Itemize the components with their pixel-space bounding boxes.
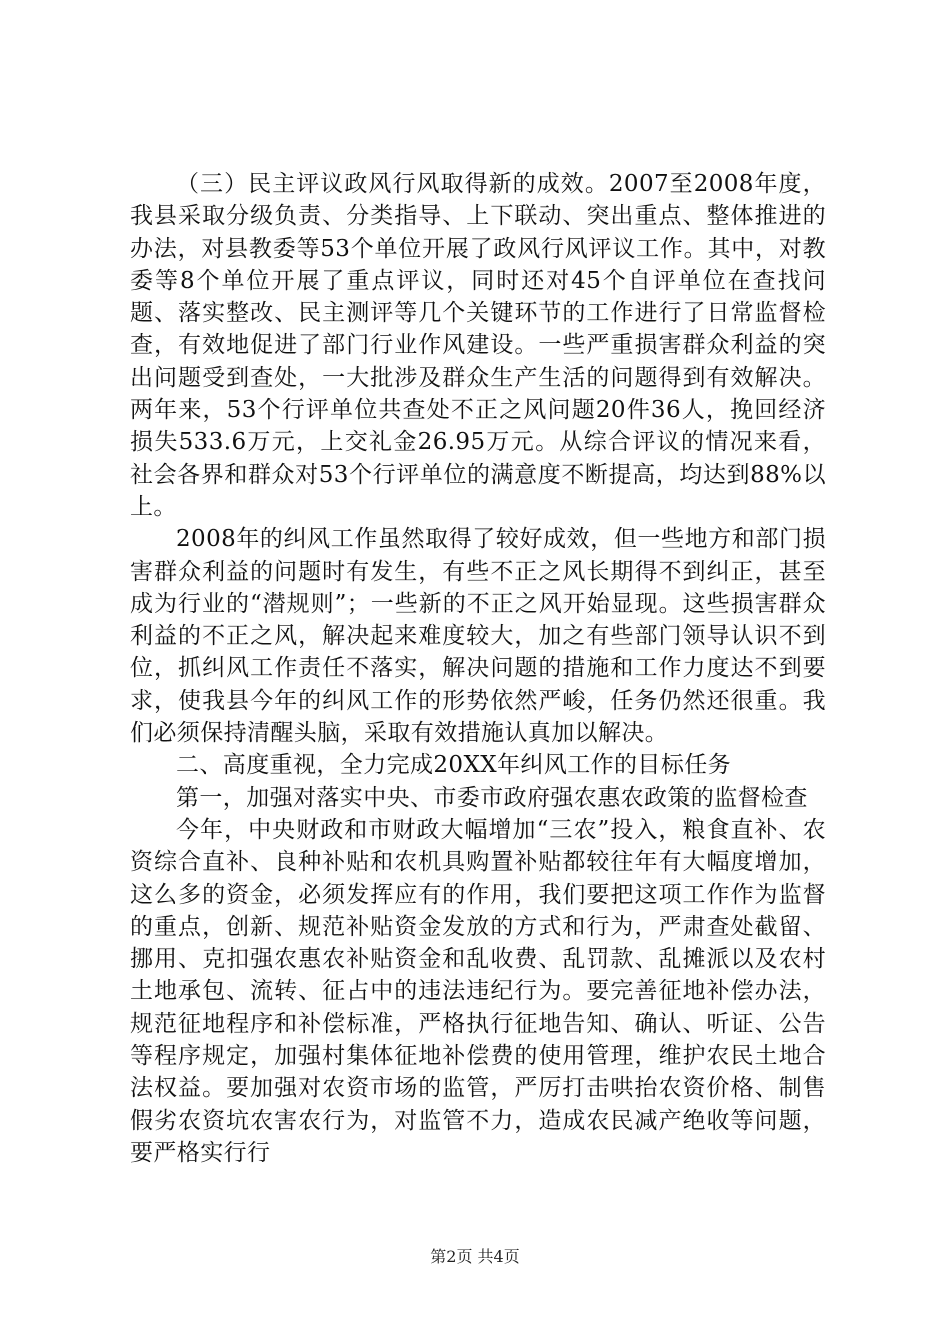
- page-footer: 第2页 共4页: [430, 1247, 520, 1266]
- paragraph-achievements: （三）民主评议政风行风取得新的成效。2007至2008年度，我县采取分级负责、分类指导、上下联动、突出重点、整体推进的办法，对县教委等53个单位开展了政风行风评议工作。其中，对教委等8个单位开展了重点评议，同时还对45个自评单位在查找问题、落实整改、民主测评等几个关键环节的工作进行了日常监督检查，有效地促进了部门行业作风建设。一些严重损害群众利益的突出问题受到查处，一大批涉及群众生产生活的问题得到有效解决。两年来，53个行评单位共查处不正之风问题20件36人，挽回经济损失533.6万元，上交礼金26.95万元。从综合评议的情况来看，社会各界和群众对53个行评单位的满意度不断提高，均达到88%以上。: [130, 171, 826, 520]
- paragraph-problems: 2008年的纠风工作虽然取得了较好成效，但一些地方和部门损害群众利益的问题时有发生，有些不正之风长期得不到纠正，甚至成为行业的“潜规则”；一些新的不正之风开始显现。这些损害群众利益的不正之风，解决起来难度较大，加之有些部门领导认识不到位，抓纠风工作责任不落实，解决问题的措施和工作力度达不到要求，使我县今年的纠风工作的形势依然严峻，任务仍然还很重。我们必须保持清醒头脑，采取有效措施认真加以解决。: [130, 526, 826, 747]
- subsection-heading: 第一，加强对落实中央、市委市政府强农惠农政策的监督检查: [176, 784, 808, 811]
- paragraph-rural-policy: 今年，中央财政和市财政大幅增加“三农”投入，粮食直补、农资综合直补、良种补贴和农机具购置补贴都较往年有大幅度增加，这么多的资金，必须发挥应有的作用，我们要把这项工作作为监督的重点，创新、规范补贴资金发放的方式和行为，严肃查处截留、挪用、克扣强农惠农补贴资金和乱收费、乱罚款、乱摊派以及农村土地承包、流转、征占中的违法违纪行为。要完善征地补偿办法，规范征地程序和补偿标准，严格执行征地告知、确认、听证、公告等程序规定，加强村集体征地补偿费的使用管理，维护农民土地合法权益。要加强对农资市场的监管，严厉打击哄抬农资价格、制售假劣农资坑农害农行为，对监管不力，造成农民减产绝收等问题，要严格实行行: [130, 816, 826, 1166]
- document-body: [130, 168, 826, 1169]
- section-heading: 二、高度重视，全力完成20XX年纠风工作的目标任务: [176, 752, 732, 779]
